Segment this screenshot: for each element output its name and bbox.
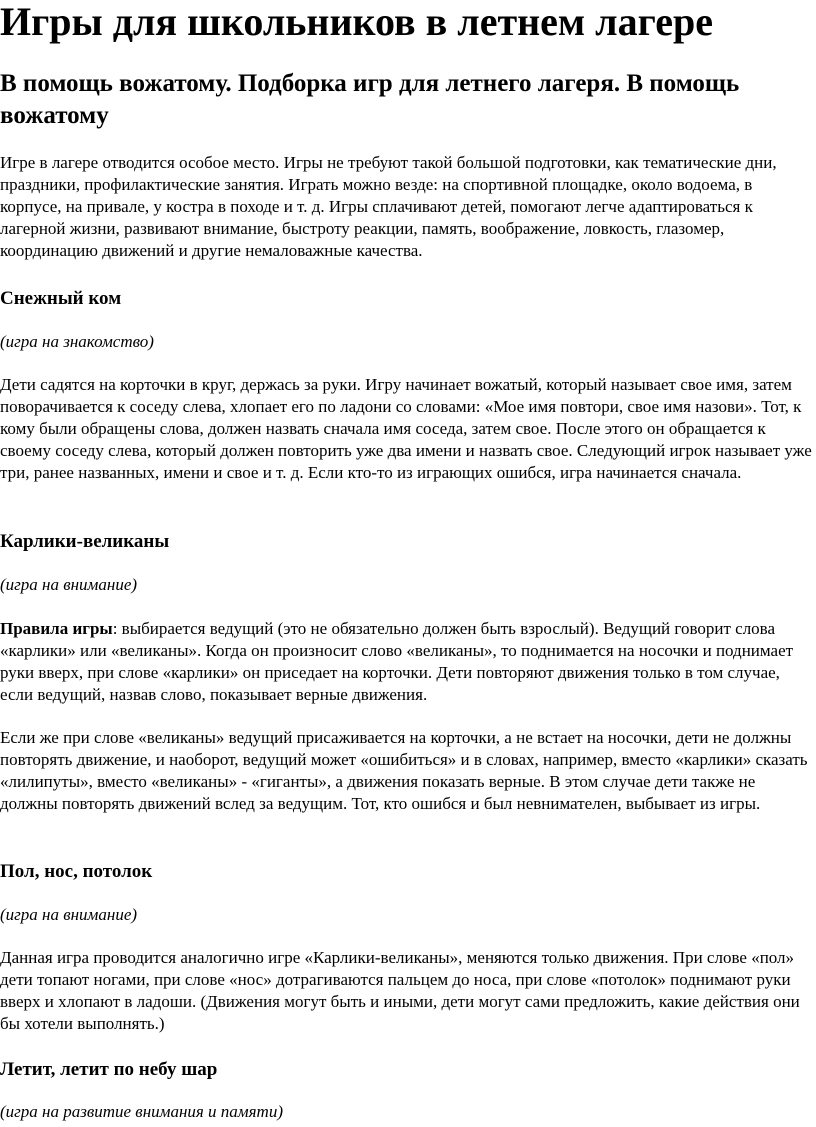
- game-title-balloon: Летит, летит по небу шар: [0, 1059, 218, 1080]
- game-note-dwarfs-giants: (игра на внимание): [0, 575, 138, 594]
- game-note-balloon: (игра на развитие внимания и памяти): [0, 1102, 283, 1121]
- page-subtitle: В помощь вожатому. Подборка игр для летнего лагеря. В помощь вожатому: [0, 70, 740, 129]
- game-text-dwarfs-giants: [0, 618, 816, 706]
- game-title-dwarfs-giants: Карлики-великаны: [0, 531, 170, 552]
- game-text-snowball: Дети садятся на корточки в круг, держась за руки. Игру начинает вожатый, который называет свое имя, затем поворачивается к соседу слева, хлопает его по ладони со словами: «Мое имя повтори, свое имя назови». Тот, к кому были обращены слова, должен назвать сначала имя соседа, затем свое. После этого он обращается к своему соседу слева, который должен повторить уже два имени и назвать свое. Следующий игрок называет уже три, ранее названных, имени и свое и т. д. Если кто-то из играющих ошибся, игра начинается сначала.: [0, 375, 812, 482]
- game-text2-dwarfs-giants: Если же при слове «великаны» ведущий присаживается на корточки, а не встает на носочки, дети не должны повторять движение, и наоборот, ведущий может «ошибиться» и в словах, например, вместо «карлики» сказать «лилипуты», вместо «великаны» - «гиганты», а движения показать верные. В этом случае дети также не должны повторять движений вслед за ведущим. Тот, кто ошибся и был невнимателен, выбывает из игры.: [0, 728, 808, 813]
- game-title-floor-nose-ceiling: Пол, нос, потолок: [0, 861, 153, 882]
- rules-text: : выбирается ведущий (это не обязательно должен быть взрослый). Ведущий говорит слова «карлики» или «великаны». Когда он произносит слово «великаны», то поднимается на носочки и поднимает руки вверх, при слове «карлики» он приседает на корточки. Дети повторяют движения только в том случае, если ведущий, назвав слово, показывает верные движения.: [0, 619, 794, 704]
- intro-paragraph: Игре в лагере отводится особое место. Игры не требуют такой большой подготовки, как тематические дни, праздники, профилактические занятия. Играть можно везде: на спортивной площадке, около водоема, в корпусе, на привале, у костра в походе и т. д. Игры сплачивают детей, помогают легче адаптироваться к лагерной жизни, развивают внимание, быстроту реакции, память, воображение, ловкость, глазомер, координацию движений и другие немаловажные качества.: [0, 153, 777, 260]
- game-title-snowball: Снежный ком: [0, 288, 122, 309]
- game-note-snowball: (игра на знакомство): [0, 332, 154, 351]
- game-text-floor-nose-ceiling: Данная игра проводится аналогично игре «Карлики-великаны», меняются только движения. При слове «пол» дети топают ногами, при слове «нос» дотрагиваются пальцем до носа, при слове «потолок» поднимают руки вверх и хлопают в ладоши. (Движения могут быть и иными, дети могут сами предложить, какие действия они бы хотели выполнять.): [0, 948, 800, 1033]
- page-title: Игры для школьников в летнем лагере: [0, 0, 713, 44]
- game-note-floor-nose-ceiling: (игра на внимание): [0, 905, 138, 924]
- rules-label: Правила игры: [0, 619, 113, 638]
